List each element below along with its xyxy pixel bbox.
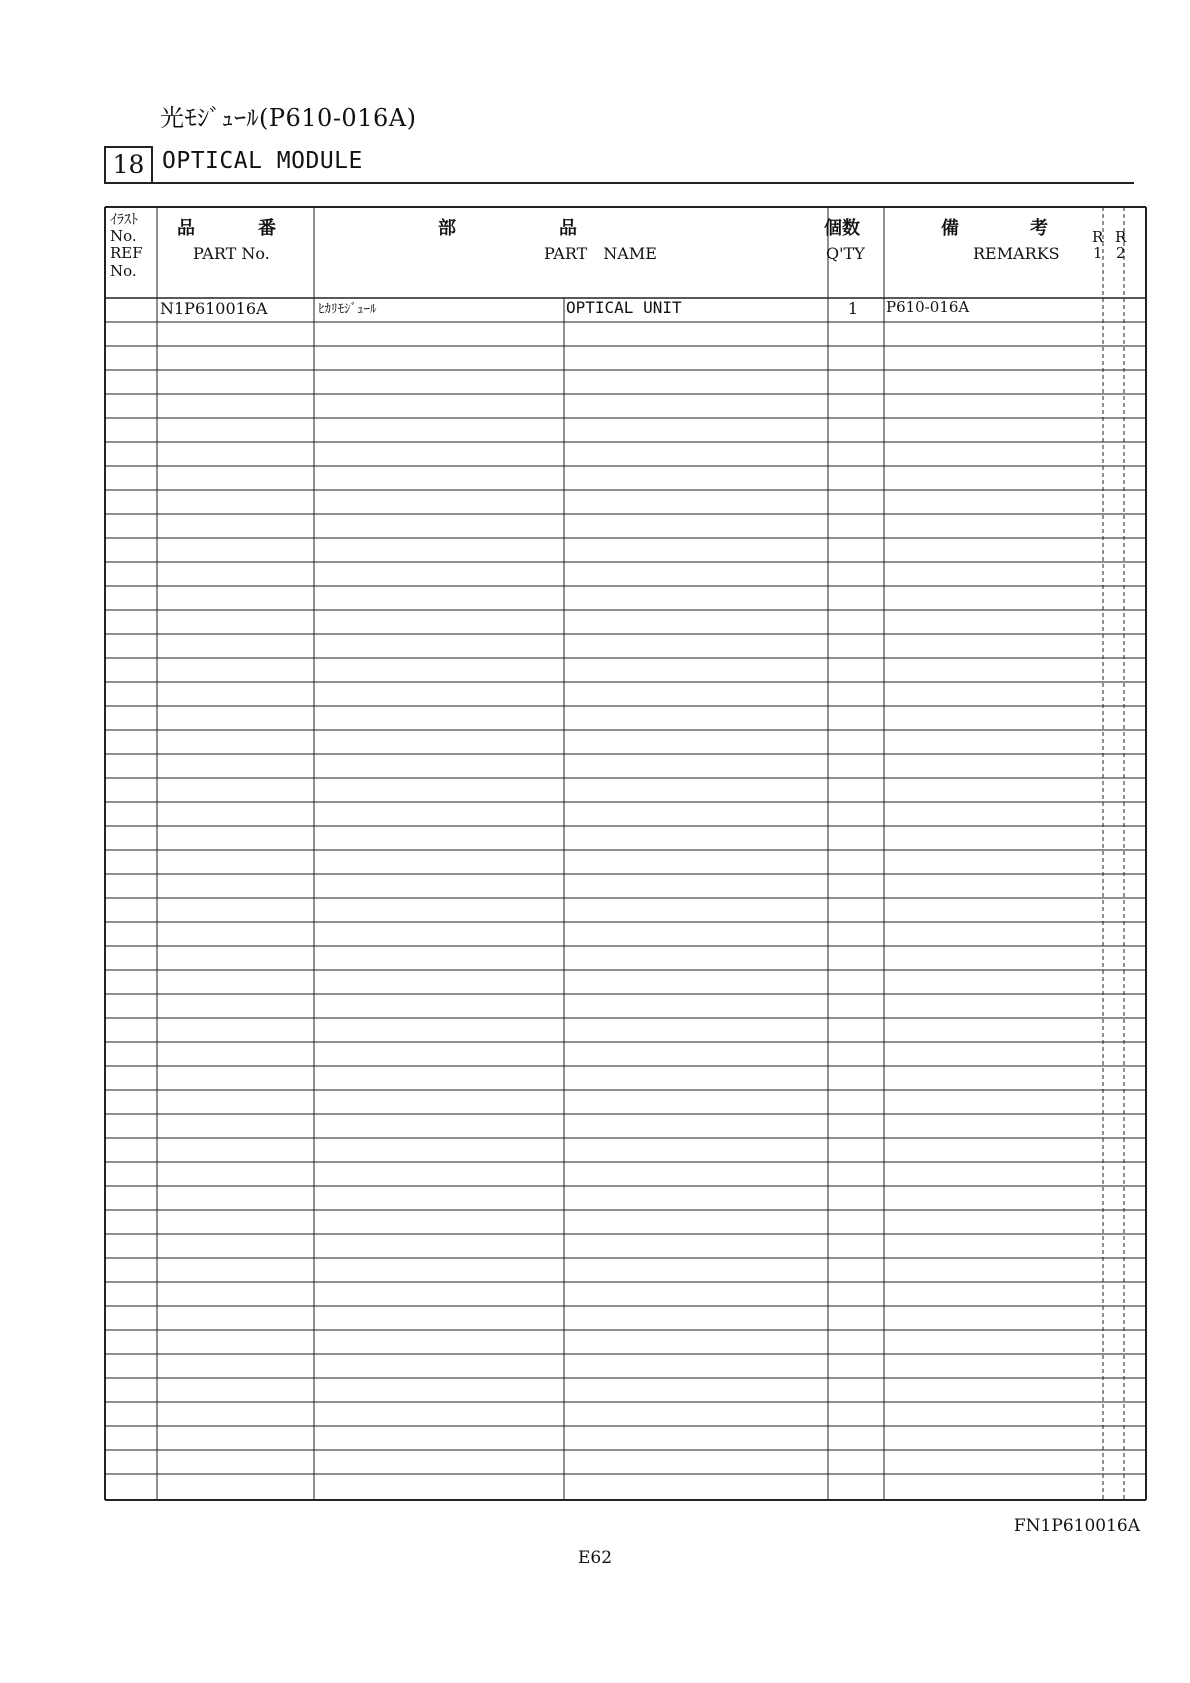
header-remarks-jp-2: 考: [1030, 218, 1048, 239]
header-ref-ref: REF: [110, 244, 143, 262]
header-qty-jp: 個数: [824, 218, 860, 239]
header-r2-top: R: [1115, 228, 1127, 246]
row-1-remarks: P610-016A: [886, 298, 970, 316]
header-remarks-en: REMARKS: [973, 244, 1060, 263]
japanese-title: 光ﾓｼﾞｭｰﾙ(P610-016A): [160, 104, 417, 132]
row-1-part-no: N1P610016A: [160, 299, 268, 318]
header-r1-bottom: 1: [1093, 244, 1103, 262]
header-ref-jp: ｲﾗｽﾄ: [110, 212, 138, 228]
header-remarks-jp-1: 備: [941, 218, 959, 239]
row-1-qty: 1: [847, 299, 858, 318]
table-grid: [105, 207, 1146, 1500]
row-1-name-en: OPTICAL UNIT: [566, 298, 682, 317]
header-ref-no: No.: [110, 227, 137, 245]
header-part-name-jp-1: 部: [438, 218, 456, 239]
header-part-no-jp-2: 番: [258, 218, 276, 239]
english-title: OPTICAL MODULE: [162, 148, 363, 174]
header-part-name-jp-2: 品: [559, 218, 577, 239]
header-r1-top: R: [1092, 228, 1104, 246]
section-number-box: 18: [104, 146, 153, 184]
header-part-no-en: PART No.: [193, 244, 270, 263]
header-qty-en: Q'TY: [826, 244, 865, 263]
header-part-no-jp-1: 品: [177, 218, 195, 239]
footer-code: FN1P610016A: [1013, 1516, 1140, 1536]
row-1-name-jp: ﾋｶﾘﾓｼﾞｭｰﾙ: [318, 302, 377, 317]
header-ref-no2: No.: [110, 262, 137, 280]
header-part-name-en: PART NAME: [544, 244, 657, 263]
header-r2-bottom: 2: [1116, 244, 1126, 262]
page-number: E62: [577, 1548, 613, 1568]
